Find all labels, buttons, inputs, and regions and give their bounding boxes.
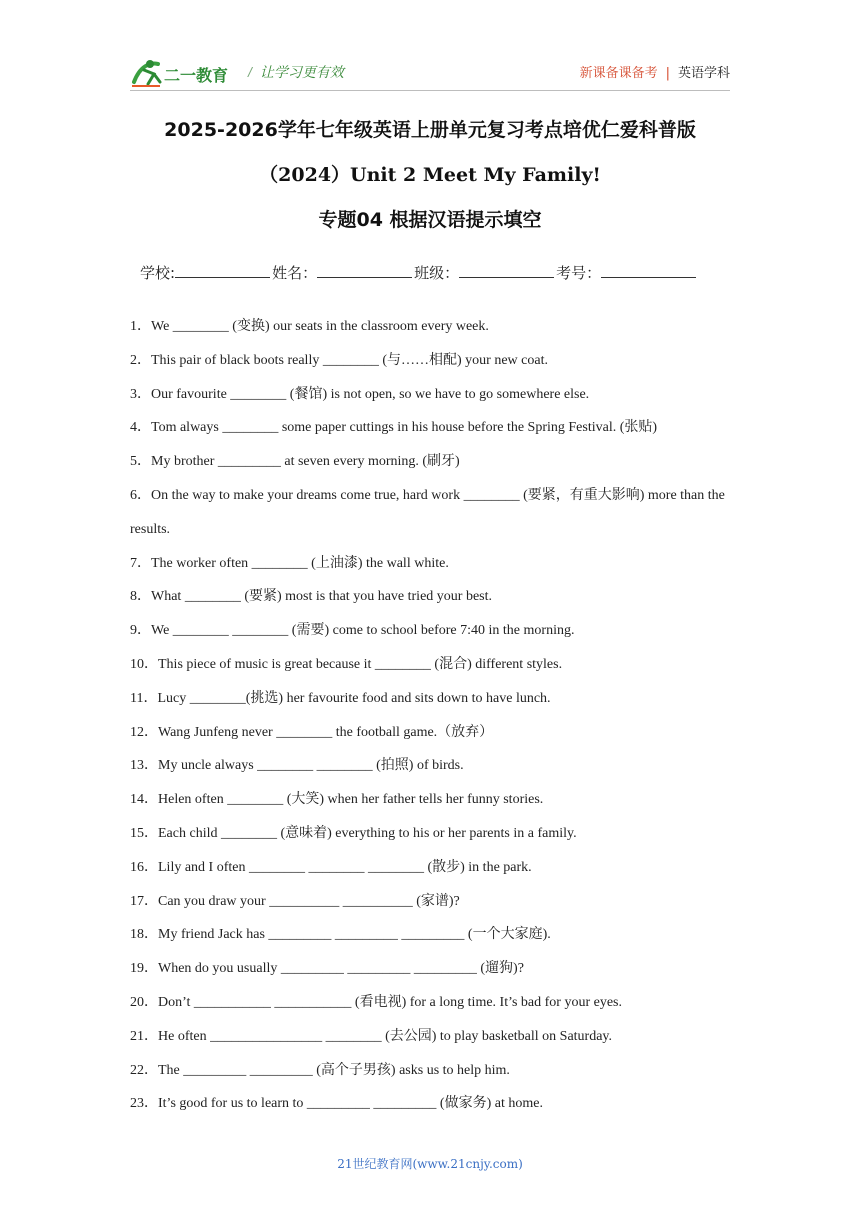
question-item: 15．Each child ________ (意味着) everything to his or her parents in a family. (130, 825, 577, 841)
name-label: 姓名： (272, 264, 318, 282)
header-tag-subject: 英语学科 (677, 66, 730, 81)
header-right (580, 62, 730, 81)
question-item: 6．On the way to make your dreams come true, hard work ________ (要紧，有重大影响) more than the results. (130, 487, 725, 537)
question-list (130, 310, 740, 1121)
question-item: 18．My friend Jack has _________ _________ _________ (一个大家庭). (130, 927, 551, 943)
logo-icon (130, 56, 240, 90)
name-blank[interactable] (317, 263, 412, 278)
question-item: 23．It’s good for us to learn to _________ _________ (做家务) at home. (130, 1096, 543, 1112)
page-header (130, 54, 730, 94)
question-item: 17．Can you draw your __________ __________ (家谱)? (130, 893, 460, 909)
question-item: 9．We ________ ________ (需要) come to school before 7:40 in the morning. (130, 623, 575, 639)
question-item: 1．We ________ (变换) our seats in the classroom every week. (130, 319, 489, 334)
question-item: 11．Lucy ________(挑选) her favourite food and sits down to have lunch. (130, 690, 551, 706)
school-blank[interactable] (175, 263, 270, 278)
question-item: 7．The worker often ________ (上油漆) the wall white. (130, 555, 449, 571)
question-item: 19．When do you usually _________ _________ _________ (遛狗)? (130, 961, 524, 977)
logo-text: 二一教育 (164, 66, 229, 85)
question-item: 13．My uncle always ________ ________ (拍照) of birds. (130, 758, 464, 774)
title-line-3: 专题04 根据汉语提示填空 (318, 209, 542, 231)
title-line-2: （2024）Unit 2 Meet My Family! (259, 164, 601, 186)
slogan: / 让学习更有效 (248, 64, 344, 80)
question-item: 5．My brother _________ at seven every morning. (刷牙) (130, 454, 460, 470)
question-item: 4．Tom always ________ some paper cuttings in his house before the Spring Festival. (张贴) (130, 420, 658, 436)
class-label: 班级： (414, 264, 460, 282)
question-item: 16．Lily and I often ________ ________ ________ (散步) in the park. (130, 859, 532, 875)
school-label: 学校: (140, 264, 176, 282)
header-separator: | (665, 66, 670, 81)
question-item: 20．Don’t ___________ ___________ (看电视) for a long time. It’s bad for your eyes. (130, 994, 623, 1010)
question-item: 21．He often ________________ ________ (去公园) to play basketball on Saturday. (130, 1028, 613, 1044)
question-item: 2．This pair of black boots really ________ (与……相配) your new coat. (130, 352, 548, 368)
header-divider (130, 90, 730, 91)
header-tag-prep: 新课备课备考 (579, 66, 658, 81)
question-item: 8．What ________ (要紧) most is that you have tried your best. (130, 589, 492, 605)
class-blank[interactable] (459, 263, 554, 278)
question-item: 12．Wang Junfeng never ________ the football game.（放弃） (130, 724, 494, 740)
question-item: 10．This piece of music is great because it ________ (混合) different styles. (130, 656, 563, 672)
footer-link[interactable]: 21世纪教育网(www.21cnjy.com) (337, 1157, 523, 1171)
question-item: 3．Our favourite ________ (餐馆) is not open, so we have to go somewhere else. (130, 386, 590, 402)
title-line-1: 2025-2026学年七年级英语上册单元复习考点培优仁爱科普版 (164, 119, 696, 141)
question-item: 14．Helen often ________ (大笑) when her father tells her funny stories. (130, 792, 544, 808)
number-label: 考号： (556, 264, 602, 282)
student-info-row (140, 262, 698, 283)
question-item: 22．The _________ _________ (高个子男孩) asks us to help him. (130, 1062, 510, 1078)
number-blank[interactable] (601, 263, 696, 278)
